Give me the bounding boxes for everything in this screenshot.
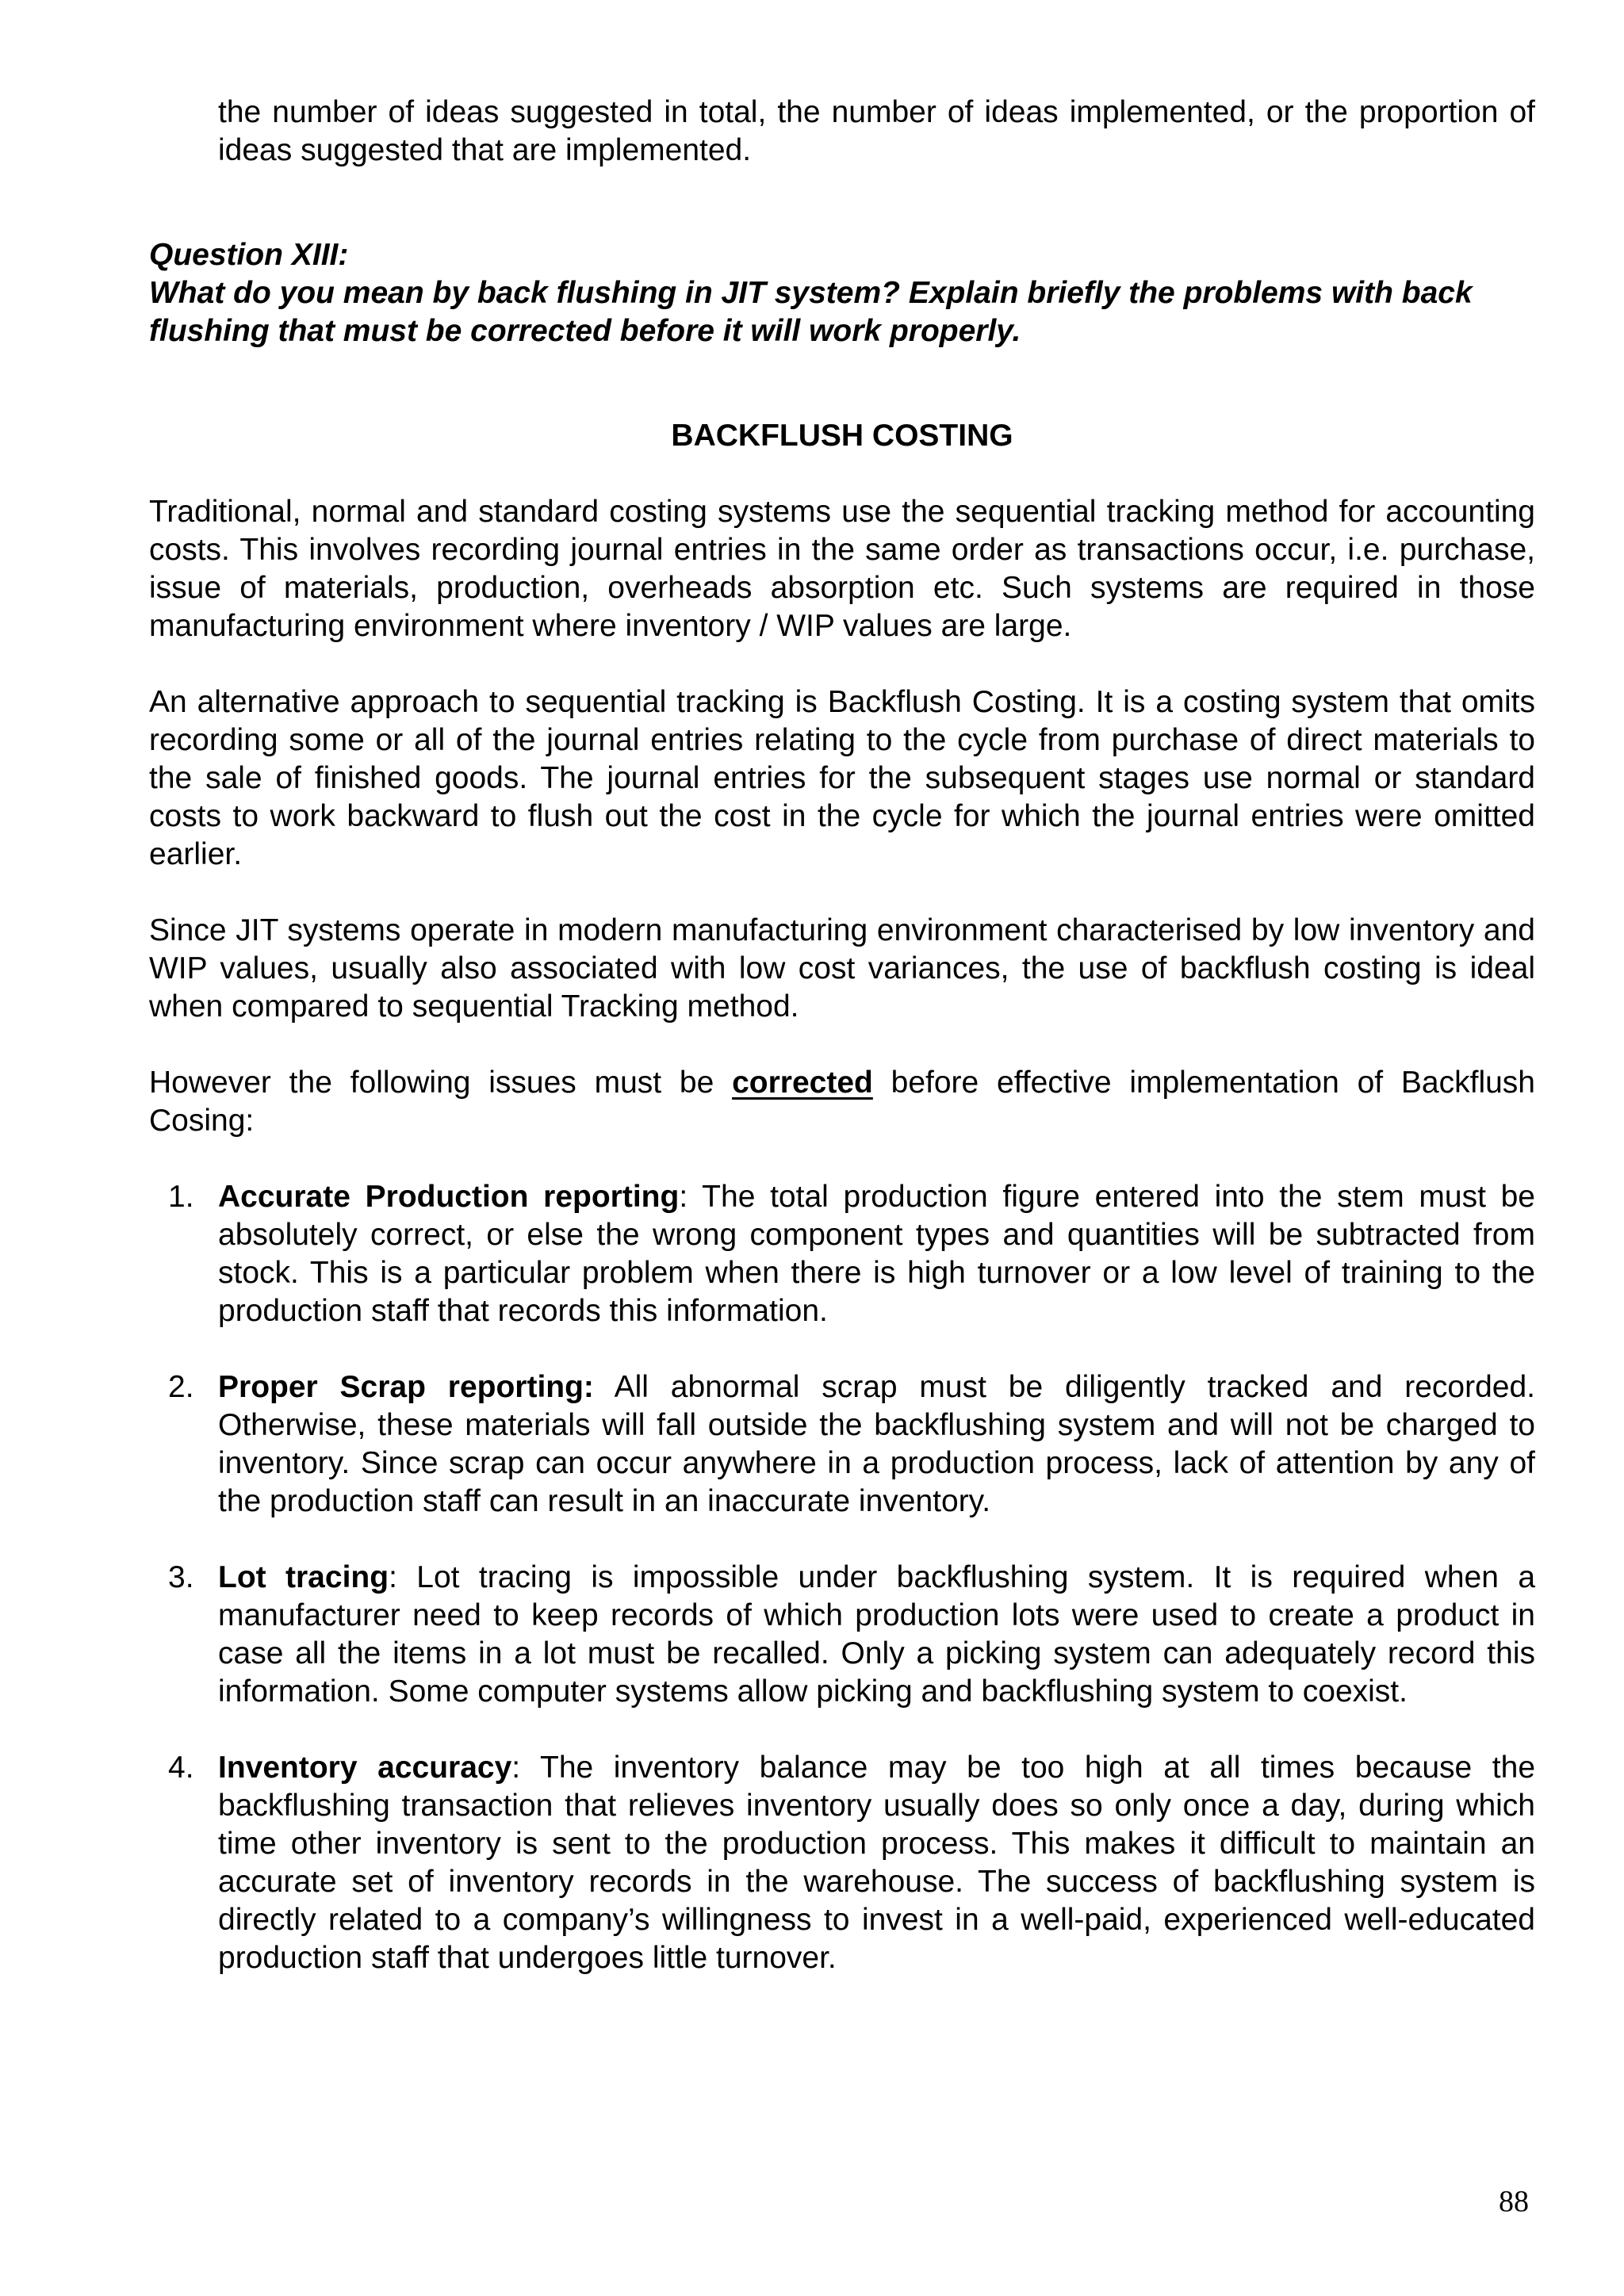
section-title: BACKFLUSH COSTING [671, 419, 1013, 453]
list-item-text: The inventory balance may be too high at all times because the backflushing transaction that relieves inventory usually does so only once a day, during which time other inventory is sent to the production process. This makes it difficult to maintain an accurate set of inventory records in the warehouse. The success of backflushing system is directly related to a company’s willingness to invest in a well-paid, experienced well-educated production staff that undergoes little turnover. [218, 1751, 1536, 1975]
intro-continuation: the number of ideas suggested in total, the number of ideas implemented, or the proportion of ideas suggested that are implemented. [218, 95, 1535, 167]
list-item [149, 1368, 1535, 1521]
list-item-term: Proper Scrap reporting: [218, 1370, 594, 1404]
question-text: What do you mean by back flushing in JIT system? Explain briefly the problems with back flushing that must be corrected before it will work properly. [149, 276, 1473, 348]
list-item-number: 3. [168, 1560, 194, 1594]
paragraph-jit-systems: Since JIT systems operate in modern manufacturing environment characterised by low inventory and WIP values, usually also associated with low cost variances, the use of backflush costing is ideal when compared to sequential Tracking method. [149, 913, 1535, 1024]
list-item-separator: : [679, 1180, 688, 1214]
list-item-number: 4. [168, 1751, 194, 1785]
question-label: Question XIII: [149, 238, 349, 272]
however-emphasis: corrected [732, 1066, 873, 1100]
question-block [149, 236, 1535, 350]
list-item [149, 1559, 1535, 1711]
paragraph-alternative-approach: An alternative approach to sequential tracking is Backflush Costing. It is a costing system that omits recording some or all of the journal entries relating to the cycle from purchase of direct materials to the sale of finished goods. The journal entries for the subsequent stages use normal or standard costs to work backward to flush out the cost in the cycle for which the journal entries were omitted earlier. [149, 685, 1535, 871]
list-item-text: All abnormal scrap must be diligently tracked and recorded. Otherwise, these materials will fall outside the backflushing system and will not be charged to inventory. Since scrap can occur anywhere in a production process, lack of attention by any of the production staff can result in an inaccurate inventory. [218, 1370, 1535, 1518]
list-item-term: Lot tracing [218, 1560, 389, 1594]
page-number: 88 [1499, 2185, 1529, 2218]
list-item-separator: : [389, 1560, 397, 1594]
list-item-term: Accurate Production reporting [218, 1180, 680, 1214]
list-item-text: The total production figure entered into the stem must be absolutely correct, or else the wrong component types and quantities will be subtracted from stock. This is a particular problem when there is high turnover or a low level of training to the production staff that records this information. [218, 1180, 1535, 1328]
list-item-separator: : [511, 1751, 521, 1785]
list-item [149, 1178, 1535, 1330]
however-before: However the following issues must be [149, 1066, 733, 1100]
document-page [149, 94, 1535, 2015]
list-item-number: 1. [168, 1180, 194, 1214]
paragraph-traditional-costing: Traditional, normal and standard costing systems use the sequential tracking method for accounting costs. This involves recording journal entries in the same order as transactions occur, i.e. purchase, issue of materials, production, overheads absorption etc. Such systems are required in those manufacturing environment where inventory / WIP values are large. [149, 495, 1535, 643]
issues-list [149, 1178, 1535, 1977]
list-item-term: Inventory accuracy [218, 1751, 512, 1785]
however-after: before effective implementation of Backflush Cosing: [149, 1066, 1536, 1138]
list-item-text: Lot tracing is impossible under backflushing system. It is required when a manufacturer need to keep records of which production lots were used to create a product in case all the items in a lot must be recalled. Only a picking system can adequately record this information. Some computer systems allow picking and backflushing system to coexist. [218, 1560, 1536, 1709]
list-item-number: 2. [168, 1370, 194, 1404]
paragraph-however [149, 1064, 1535, 1140]
list-item [149, 1749, 1535, 1977]
